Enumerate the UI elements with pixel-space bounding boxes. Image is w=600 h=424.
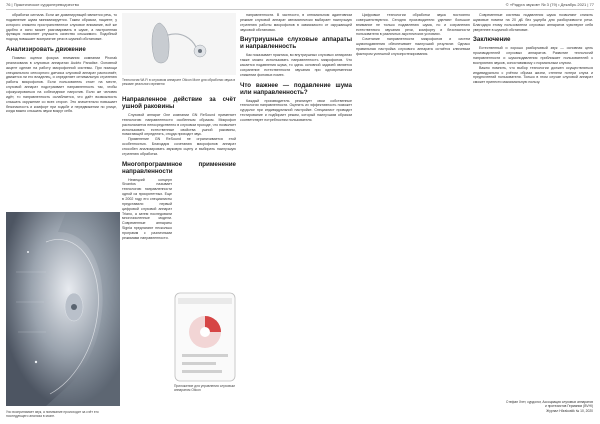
paragraph: Сочетание направленности микрофонов и систем шумоподавления обеспечивает наилучший результат. Однако правильная настройка слухового аппарата остаётся ключевым фактором успешной слухопротезирования. — [356, 37, 470, 56]
app-caption: Приложение для управления слуховым аппаратом Oticon — [174, 384, 235, 393]
section-heading: Анализировать движение — [6, 46, 86, 54]
column-2 — [122, 92, 236, 241]
paragraph: Важно помнить, что выбор технологии должен осуществляться индивидуально с учётом образа жизни, степени потери слуха и предпочтений пользователя. Только в этом случае слуховой аппарат сможет принести максимальную пользу. — [473, 65, 593, 85]
paragraph: Как показывает практика, во внутриушных слуховых аппаратах также можно использовать направленность микрофонов. Что касается подавления шума, то здесь основной задачей является сохранение естественности звучания при одновременном снижении фоновых помех. — [240, 53, 352, 77]
paragraph: Слуховой аппарат One компании GN ReSound применяет технологию направленности особенным образом. Микрофон располагается непосредственно в слуховом проходе, что позволяет использовать естественные свойства ушной раковины, помогающей определять, откуда приходит звук. — [122, 113, 236, 137]
section-heading: Что важнее — подавление шума или направленность? — [240, 81, 352, 96]
hearing-aid-image — [122, 13, 236, 75]
paragraph: Каждый производитель реализует свои собственные технологии направленности. Оценить их эффективность поможет сурдолог при индивидуальной настройке. Специалист проводит тестирование и подбирает режим, который наилучшим образом соответствует потребностям пользователя. — [240, 98, 352, 122]
column-5 — [473, 13, 593, 85]
header-right: © «Радуга звуков» № 3 (79) • Декабрь 2021 | 77 — [505, 2, 594, 7]
section-heading: Внутриушные слуховые аппараты и направленность — [240, 36, 352, 51]
author-signature — [473, 400, 593, 413]
hearing-aid-caption: Технология Wi-Fi в слуховом аппарате Oticon More для обработки звука в режиме реального времени — [122, 78, 236, 87]
paragraph: обработки сигнала. Если же доминирующей является речь, то подавление шума минимизируется. Таким образом, пациент, у которого снижено пространственное слуховое внимание, всё же удобно и ясно может разговаривать в шуме, а настроенная функция позволяет улучшить качество слышимого. Подобный подход повышает восприятие речи в шумной обстановке. — [6, 13, 117, 42]
section-heading: Заключение — [473, 36, 511, 44]
paragraph: Помимо оценки фокуса внимания компании Phonak реализовала в слуховых аппаратах Audéo Paradise. Основной акцент сделан на работу микрофонной системы. При помощи специального сенсорного датчика слуховой аппарат распознаёт, движется ли его владелец, и определяет оптимальную стратегию работы микрофонов. Если пользователь стоит на месте, слуховой аппарат подстраивает направленность так, чтобы сфокусироваться на собеседнике напротив. Если же человек идёт, то направленность ослабляется, что даёт возможность слышать окружение со всех сторон. Это значительно повышает безопасность и комфорт при ходьбе и передвижении по улице, когда важно слышать звуки вокруг себя. — [6, 56, 117, 114]
column-4 — [356, 13, 470, 57]
paragraph: Немецкий концерн Sivantos называет технологию направленности одной из приоритетных. Еще в 2002 году его специалисты представили первый цифровой слуховой аппарат Triano, а затем последовали многочисленные модели. Современные аппараты Signia предлагают несколько программ с различными режимами направленности. — [122, 177, 172, 240]
paragraph: Цифровые технологии обработки звука постоянно совершенствуются. Сегодня производители уделяют большое внимание не только подавлению шума, но и сохранению естественного звучания речи, комфорту и безопасности пользователя в различных акустических условиях. — [356, 13, 470, 37]
column-3 — [240, 13, 352, 123]
page-header — [0, 0, 600, 10]
section-heading: Многопрограммное применение направленности — [122, 160, 236, 175]
signature-line: Стефан Хэтт, сурдолог, Ассоциация слуховых аппаратов — [506, 400, 593, 404]
header-left: 76 | Практическое сурдопереводчество — [6, 2, 80, 7]
head-caption: Ухо воспринимает звук, а понимание происходит за счёт его последующего анализа в мозге. — [6, 410, 99, 419]
head-illustration — [6, 212, 120, 406]
section-heading: Направленное действие за счёт ушной раковины — [122, 96, 236, 110]
paragraph: Применение GN ReSound не ограничивается этой особенностью. Благодаря сочетанию микрофонов аппарат способен анализировать звуковую сцену и выбирать наилучшую стратегию обработки. — [122, 137, 236, 156]
paragraph: Естественный и хорошо разборчивый звук — основная цель производителей слуховых аппаратов. Развитие технологий направленности и шумоподавления приближает пользователей к восприятию звуков, сопоставимому с нормальным слухом. — [473, 46, 593, 65]
column-1 — [6, 13, 117, 114]
paragraph: Современные системы подавления шума позволяют снизить шумовые помехи на 20 дБ без ущерба для разборчивости речи. Благодаря этому пользователи слуховых аппаратов чувствуют себя увереннее в шумной обстановке. — [473, 13, 593, 32]
paragraph: направленности. В частности, в оптимальном адаптивном режиме слуховой аппарат автоматически выбирает наилучшую стратегию работы микрофонов в зависимости от окружающей звуковой обстановки. — [240, 13, 352, 32]
header-divider — [6, 9, 594, 10]
app-screenshot — [174, 292, 236, 382]
signature-line: Журнал Hörakustik № 10, 2020 — [546, 408, 593, 413]
signature-line: и протезистов Германии (BVHI) — [545, 404, 593, 409]
